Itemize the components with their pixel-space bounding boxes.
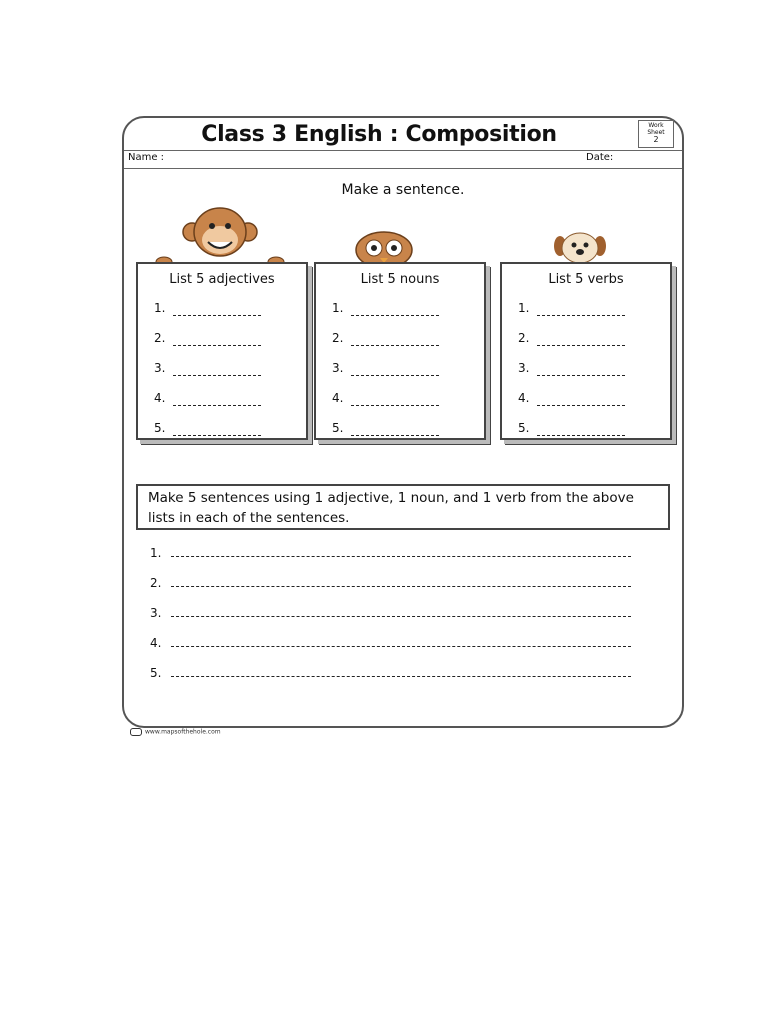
answer-blank[interactable] xyxy=(537,301,625,316)
answer-blank[interactable] xyxy=(171,606,631,617)
answer-blank[interactable] xyxy=(171,576,631,587)
sentence-line: 2. xyxy=(150,576,650,592)
adjectives-card xyxy=(136,262,308,440)
sentence-line: 1. xyxy=(150,546,650,562)
worksheet-title: Class 3 English : Composition xyxy=(201,122,557,147)
verbs-list xyxy=(502,293,670,443)
answer-blank[interactable] xyxy=(173,421,261,436)
verbs-card xyxy=(500,262,672,440)
list-item: 4. xyxy=(518,383,670,413)
answer-blank[interactable] xyxy=(171,666,631,677)
nouns-card xyxy=(314,262,486,440)
instruction-heading: Make a sentence. xyxy=(341,182,465,198)
list-item: 5. xyxy=(332,413,484,443)
list-item: 4. xyxy=(154,383,306,413)
sentence-instruction-box: Make 5 sentences using 1 adjective, 1 noun, and 1 verb from the above lists in each of the sentences. xyxy=(136,484,670,530)
footer xyxy=(130,728,221,736)
answer-blank[interactable] xyxy=(351,361,439,376)
answer-blank[interactable] xyxy=(171,636,631,647)
answer-blank[interactable] xyxy=(537,331,625,346)
date-label: Date: xyxy=(586,152,614,163)
worksheet-number-box xyxy=(638,120,674,148)
answer-blank[interactable] xyxy=(537,421,625,436)
name-label: Name : xyxy=(128,152,165,163)
answer-blank[interactable] xyxy=(351,421,439,436)
list-item: 1. xyxy=(154,293,306,323)
list-item: 2. xyxy=(332,323,484,353)
adjectives-list xyxy=(138,293,306,443)
card-heading: List 5 nouns xyxy=(360,272,440,287)
answer-blank[interactable] xyxy=(537,361,625,376)
sentence-line: 3. xyxy=(150,606,650,622)
list-item: 5. xyxy=(154,413,306,443)
list-item: 3. xyxy=(154,353,306,383)
worksheet-label: Work Sheet xyxy=(647,122,665,136)
answer-blank[interactable] xyxy=(173,301,261,316)
card-heading: List 5 verbs xyxy=(548,272,624,287)
answer-blank[interactable] xyxy=(173,361,261,376)
site-logo-icon xyxy=(130,728,142,736)
monkey-icon xyxy=(150,206,290,266)
sentence-line: 5. xyxy=(150,666,650,682)
answer-blank[interactable] xyxy=(173,331,261,346)
answer-blank[interactable] xyxy=(171,546,631,557)
owl-icon xyxy=(352,228,416,266)
worksheet xyxy=(122,116,684,728)
card-heading: List 5 adjectives xyxy=(169,272,275,287)
answer-blank[interactable] xyxy=(351,331,439,346)
list-item: 5. xyxy=(518,413,670,443)
list-item: 3. xyxy=(518,353,670,383)
list-item: 2. xyxy=(154,323,306,353)
list-item: 3. xyxy=(332,353,484,383)
list-item: 4. xyxy=(332,383,484,413)
worksheet-number: 2 xyxy=(653,135,659,144)
puppy-icon xyxy=(552,230,608,264)
divider xyxy=(124,168,682,169)
answer-blank[interactable] xyxy=(537,391,625,406)
sentence-line: 4. xyxy=(150,636,650,652)
answer-blank[interactable] xyxy=(351,391,439,406)
nouns-list xyxy=(316,293,484,443)
answer-blank[interactable] xyxy=(173,391,261,406)
list-item: 1. xyxy=(332,293,484,323)
list-item: 1. xyxy=(518,293,670,323)
footer-url: www.mapsofthehole.com xyxy=(145,728,221,736)
answer-blank[interactable] xyxy=(351,301,439,316)
list-item: 2. xyxy=(518,323,670,353)
divider xyxy=(124,150,682,151)
